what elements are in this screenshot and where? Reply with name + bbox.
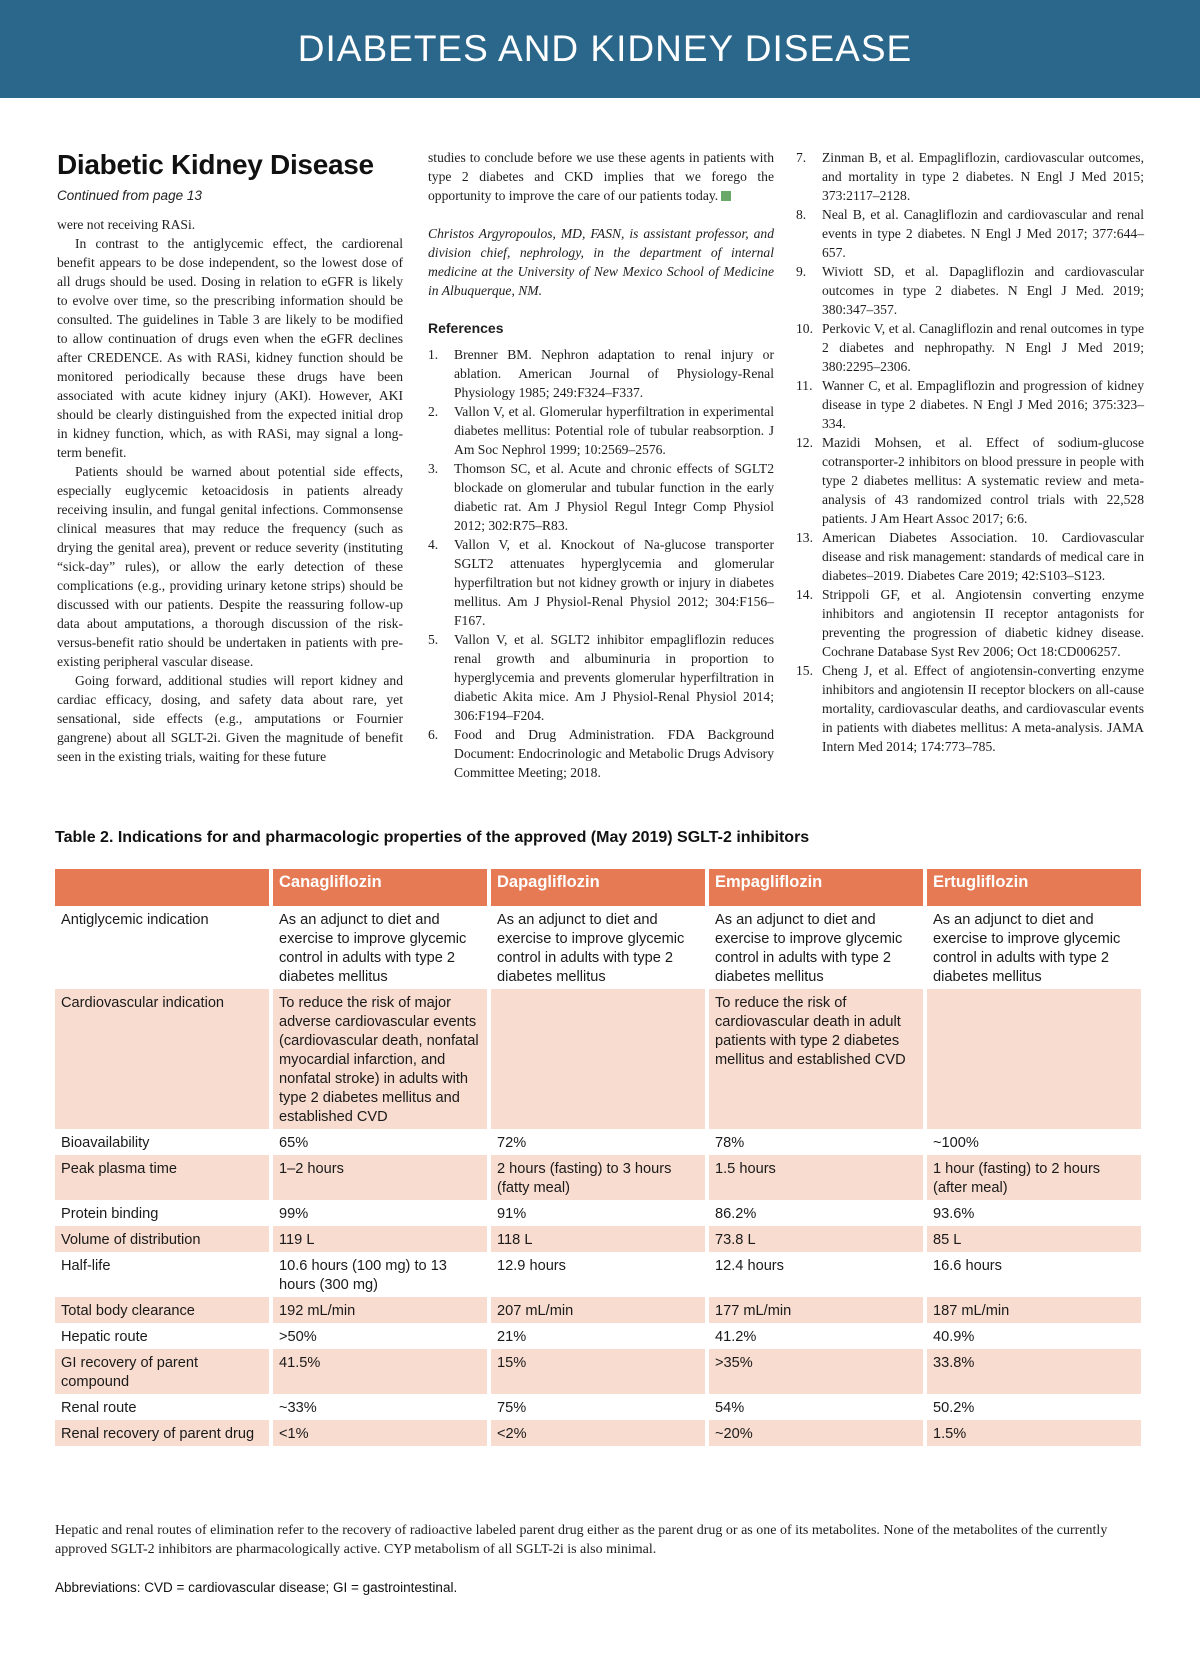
table-cell: 85 L bbox=[927, 1226, 1141, 1252]
table-header-row bbox=[55, 869, 1141, 906]
row-label-cell: GI recovery of parent compound bbox=[55, 1349, 273, 1394]
reference-item bbox=[796, 661, 1144, 756]
reference-item bbox=[428, 459, 774, 535]
table-cell: 50.2% bbox=[933, 1400, 975, 1416]
table-cell bbox=[927, 989, 1141, 1129]
reference-number: 7. bbox=[796, 150, 807, 165]
reference-number: 15. bbox=[796, 663, 813, 678]
table-cell: 192 mL/min bbox=[273, 1297, 491, 1323]
table-cell: 65% bbox=[273, 1129, 491, 1155]
table-header-cell: Canagliflozin bbox=[273, 869, 491, 906]
table-cell: 93.6% bbox=[933, 1206, 975, 1222]
reference-text: Strippoli GF, et al. Angiotensin converting enzyme inhibitors and angiotensin II receptor antagonists for preventing the progression of diabetic kidney disease. Cochrane Database Syst Rev 2006; Oct 18:CD006257. bbox=[822, 587, 1144, 659]
reference-number: 4. bbox=[428, 537, 439, 552]
reference-item bbox=[796, 148, 1144, 205]
table-row bbox=[55, 1200, 1141, 1226]
reference-text: Wanner C, et al. Empagliflozin and progression of kidney disease in type 2 diabetes. N Engl J Med 2016; 375:323–334. bbox=[822, 378, 1144, 431]
reference-text: Mazidi Mohsen, et al. Effect of sodium-glucose cotransporter-2 inhibitors on blood pressure in people with type 2 diabetes mellitus: A systematic review and meta-analysis of 43 randomized control trials with 22,528 patients. J Am Heart Assoc 2017; 6:6. bbox=[822, 435, 1144, 526]
table-cell: 41.5% bbox=[273, 1349, 491, 1394]
reference-text: Brenner BM. Nephron adaptation to renal injury or ablation. American Journal of Physiology-Renal Physiology 1985; 249:F324–F337. bbox=[454, 347, 774, 400]
reference-number: 14. bbox=[796, 587, 813, 602]
reference-number: 8. bbox=[796, 207, 807, 222]
table-cell: 78% bbox=[709, 1129, 927, 1155]
abbreviations-note: Abbreviations: CVD = cardiovascular disease; GI = gastrointestinal. bbox=[55, 1580, 458, 1595]
table-cell: ~100% bbox=[933, 1135, 979, 1151]
table-row bbox=[55, 1349, 1141, 1394]
section-banner bbox=[0, 0, 1200, 98]
table-header-cell: Ertugliflozin bbox=[927, 869, 1141, 906]
table-cell: 1 hour (fasting) to 2 hours (after meal) bbox=[927, 1155, 1141, 1200]
table-header-cell: Dapagliflozin bbox=[491, 869, 709, 906]
table-header-cell bbox=[55, 869, 273, 906]
row-label-cell: Peak plasma time bbox=[55, 1155, 273, 1200]
sglt2-properties-table bbox=[55, 869, 1141, 1446]
end-of-article-mark bbox=[721, 191, 731, 201]
row-label-cell: Bioavailability bbox=[55, 1129, 273, 1155]
table-cell: ~20% bbox=[709, 1420, 927, 1446]
table-row bbox=[55, 906, 1141, 989]
row-label-cell: Half-life bbox=[55, 1252, 273, 1297]
body-paragraph bbox=[428, 148, 774, 205]
table-cell: 1.5 hours bbox=[709, 1155, 927, 1200]
reference-text: Thomson SC, et al. Acute and chronic effects of SGLT2 blockade on glomerular and tubular function in the early diabetic rat. Am J Physiol Regul Integr Comp Physiol 2012; 302:R75–R83. bbox=[454, 461, 774, 533]
body-paragraph: Patients should be warned about potential side effects, especially euglycemic ketoacidosis in patients already receiving insulin, and fungal genital infections. Commonsense clinical measures that may reduce the frequency (such as drying the genital area), prevent or reduce severity (instituting “sick-day” rules), or allow the early detection of these complications (e.g., providing urinary ketone strips) should be discussed with our patients. Despite the reassuring follow-up data about amputations, a thorough discussion of the risk-versus-benefit ratio should be undertaken in patients with pre-existing peripheral vascular disease. bbox=[57, 464, 403, 669]
article-title: Diabetic Kidney Disease bbox=[57, 149, 374, 180]
table-cell: 119 L bbox=[273, 1226, 491, 1252]
table-row bbox=[55, 1297, 1141, 1323]
table-cell: 1–2 hours bbox=[273, 1155, 491, 1200]
reference-number: 1. bbox=[428, 347, 439, 362]
row-label-cell: Protein binding bbox=[55, 1200, 273, 1226]
table-cell: <1% bbox=[273, 1420, 491, 1446]
table-cell: 187 mL/min bbox=[927, 1297, 1141, 1323]
table-row bbox=[55, 1394, 1141, 1420]
table-cell: 73.8 L bbox=[709, 1226, 927, 1252]
table-row bbox=[55, 1323, 1141, 1349]
closing-text: studies to conclude before we use these agents in patients with type 2 diabetes and CKD implies that we forego the opportunity to improve the care of our patients today. bbox=[428, 150, 774, 203]
table-cell: 33.8% bbox=[927, 1349, 1141, 1394]
table-row bbox=[55, 1252, 1141, 1297]
table-cell: As an adjunct to diet and exercise to improve glycemic control in adults with type 2 diabetes mellitus bbox=[273, 906, 491, 989]
reference-number: 11. bbox=[796, 378, 813, 393]
reference-list bbox=[428, 345, 774, 782]
body-paragraph: In contrast to the antiglycemic effect, the cardiorenal benefit appears to be dose independent, so the lowest dose of all drugs should be used. Dosing in relation to eGFR is likely to evolve over time, so the prescribing information should be consulted. The guidelines in Table 3 are likely to be modified to allow continuation of drugs even when the eGFR declines after CREDENCE. As with RASi, kidney function should be monitored periodically because these drugs have been associated with acute kidney injury (AKI). However, AKI should be clearly distinguished from the expected initial drop in kidney function, which, as with RASi, may signal a long-term benefit. bbox=[57, 236, 403, 460]
reference-number: 13. bbox=[796, 530, 813, 545]
reference-item bbox=[428, 535, 774, 630]
table-row bbox=[55, 1155, 1141, 1200]
reference-number: 3. bbox=[428, 461, 439, 476]
reference-text: Neal B, et al. Canagliflozin and cardiovascular and renal events in type 2 diabetes. N Engl J Med 2017; 377:644–657. bbox=[822, 207, 1144, 260]
reference-text: Wiviott SD, et al. Dapagliflozin and cardiovascular outcomes in type 2 diabetes. N Engl J Med. 2019; 380:347–357. bbox=[822, 264, 1144, 317]
row-label-cell: Renal route bbox=[55, 1394, 273, 1420]
table-row bbox=[55, 1129, 1141, 1155]
row-label-cell: Cardiovascular indication bbox=[55, 989, 273, 1129]
table-cell: As an adjunct to diet and exercise to improve glycemic control in adults with type 2 diabetes mellitus bbox=[491, 906, 709, 989]
references-heading: References bbox=[428, 320, 504, 336]
table-cell: 99% bbox=[273, 1200, 491, 1226]
reference-number: 6. bbox=[428, 727, 439, 742]
reference-item bbox=[796, 376, 1144, 433]
reference-item bbox=[796, 319, 1144, 376]
reference-item bbox=[428, 402, 774, 459]
table-cell: 10.6 hours (100 mg) to 13 hours (300 mg) bbox=[273, 1252, 491, 1297]
reference-item bbox=[428, 345, 774, 402]
table-row bbox=[55, 1226, 1141, 1252]
reference-item bbox=[796, 205, 1144, 262]
row-label-cell: Total body clearance bbox=[55, 1297, 273, 1323]
article-column-1 bbox=[57, 148, 403, 766]
reference-item bbox=[796, 433, 1144, 528]
reference-item bbox=[428, 725, 774, 782]
table-cell: 177 mL/min bbox=[709, 1297, 927, 1323]
row-label-cell: Volume of distribution bbox=[55, 1226, 273, 1252]
table-row bbox=[55, 989, 1141, 1129]
author-bio: Christos Argyropoulos, MD, FASN, is assistant professor, and division chief, nephrology, in the department of internal medicine at the University of New Mexico School of Medicine in Albuquerque, NM. bbox=[428, 226, 774, 298]
table-cell: 118 L bbox=[491, 1226, 709, 1252]
reference-text: Food and Drug Administration. FDA Background Document: Endocrinologic and Metabolic Drugs Advisory Committee Meeting; 2018. bbox=[454, 727, 774, 780]
table-cell: 16.6 hours bbox=[933, 1258, 1002, 1274]
reference-item bbox=[796, 528, 1144, 585]
reference-text: American Diabetes Association. 10. Cardiovascular disease and risk management: standards of medical care in diabetes–2019. Diabetes Care 2019; 42:S103–S123. bbox=[822, 530, 1144, 583]
table-cell: 72% bbox=[491, 1129, 709, 1155]
table-cell: 91% bbox=[491, 1200, 709, 1226]
table-cell bbox=[491, 989, 709, 1129]
table-cell: 12.4 hours bbox=[709, 1252, 927, 1297]
reference-item bbox=[428, 630, 774, 725]
reference-text: Perkovic V, et al. Canagliflozin and renal outcomes in type 2 diabetes and nephropathy. N Engl J Med 2019; 380:2295–2306. bbox=[822, 321, 1144, 374]
reference-number: 12. bbox=[796, 435, 813, 450]
table-row bbox=[55, 1420, 1141, 1446]
table-header-cell: Empagliflozin bbox=[709, 869, 927, 906]
body-paragraph: Going forward, additional studies will report kidney and cardiac efficacy, dosing, and safety data about rare, yet sensational, side effects (e.g., amputations or Fournier gangrene) about all SGLT-2i. Given the magnitude of benefit seen in the existing trials, waiting for these future bbox=[57, 673, 403, 764]
table-cell: 1.5% bbox=[927, 1420, 1141, 1446]
row-label-cell: Hepatic route bbox=[55, 1323, 273, 1349]
table-cell: 75% bbox=[491, 1394, 709, 1420]
section-title: DIABETES AND KIDNEY DISEASE bbox=[297, 28, 913, 69]
continued-note: Continued from page 13 bbox=[57, 188, 202, 203]
reference-text: Zinman B, et al. Empagliflozin, cardiovascular outcomes, and mortality in type 2 diabetes. N Engl J Med 2015; 373:2117–2128. bbox=[822, 150, 1144, 203]
table-cell: 15% bbox=[491, 1349, 709, 1394]
body-paragraph: were not receiving RASi. bbox=[57, 217, 196, 232]
table-cell: To reduce the risk of cardiovascular death in adult patients with type 2 diabetes mellitus and established CVD bbox=[709, 989, 927, 1129]
reference-list bbox=[796, 148, 1144, 756]
table-cell: 86.2% bbox=[709, 1200, 927, 1226]
reference-item bbox=[796, 262, 1144, 319]
table-cell: ~33% bbox=[273, 1394, 491, 1420]
row-label-cell: Renal recovery of parent drug bbox=[55, 1420, 273, 1446]
reference-text: Vallon V, et al. SGLT2 inhibitor empagliflozin reduces renal growth and albuminuria in proportion to hyperglycemia and prevents glomerular hyperfiltration in diabetic Akita mice. Am J Physiol-Renal Physiol 2014; 306:F194–F204. bbox=[454, 632, 774, 723]
reference-number: 9. bbox=[796, 264, 807, 279]
table-cell: As an adjunct to diet and exercise to improve glycemic control in adults with type 2 diabetes mellitus bbox=[933, 912, 1121, 985]
table-cell: >50% bbox=[273, 1323, 491, 1349]
table-cell: 40.9% bbox=[933, 1329, 975, 1345]
table-cell: 207 mL/min bbox=[491, 1297, 709, 1323]
row-label-cell: Antiglycemic indication bbox=[55, 906, 273, 989]
table-footnote: Hepatic and renal routes of elimination refer to the recovery of radioactive labeled parent drug either as the parent drug or as one of its metabolites. None of the metabolites of the currently approved SGLT-2 inhibitors are pharmacologically active. CYP metabolism of all SGLT-2i is also minimal. bbox=[55, 1523, 1108, 1557]
reference-item bbox=[796, 585, 1144, 661]
table-cell: 2 hours (fasting) to 3 hours (fatty meal) bbox=[491, 1155, 709, 1200]
article-column-3 bbox=[796, 148, 1144, 756]
table-cell: 12.9 hours bbox=[491, 1252, 709, 1297]
table-cell: 41.2% bbox=[709, 1323, 927, 1349]
reference-text: Vallon V, et al. Knockout of Na-glucose transporter SGLT2 attenuates hyperglycemia and glomerular hyperfiltration but not kidney growth or injury in diabetes mellitus. Am J Physiol-Renal Physiol 2012; 304:F156–F167. bbox=[454, 537, 774, 628]
table-cell: >35% bbox=[709, 1349, 927, 1394]
table-caption: Table 2. Indications for and pharmacologic properties of the approved (May 2019) SGLT-2 inhibitors bbox=[55, 829, 810, 846]
table-cell: As an adjunct to diet and exercise to improve glycemic control in adults with type 2 diabetes mellitus bbox=[709, 906, 927, 989]
article-column-2 bbox=[428, 148, 774, 782]
table-body bbox=[55, 906, 1141, 1446]
reference-number: 10. bbox=[796, 321, 813, 336]
reference-text: Vallon V, et al. Glomerular hyperfiltration in experimental diabetes mellitus: Potential role of tubular reabsorption. J Am Soc Nephrol 1999; 10:2569–2576. bbox=[454, 404, 774, 457]
table-cell: 21% bbox=[491, 1323, 709, 1349]
reference-number: 5. bbox=[428, 632, 439, 647]
reference-number: 2. bbox=[428, 404, 439, 419]
table-cell: To reduce the risk of major adverse cardiovascular events (cardiovascular death, nonfatal myocardial infarction, and nonfatal stroke) in adults with type 2 diabetes mellitus and established CVD bbox=[273, 989, 491, 1129]
table-cell: 54% bbox=[709, 1394, 927, 1420]
reference-text: Cheng J, et al. Effect of angiotensin-converting enzyme inhibitors and angiotensin II receptor blockers on all-cause mortality, cardiovascular deaths, and cardiovascular events in patients with diabetes mellitus: A meta-analysis. JAMA Intern Med 2014; 174:773–785. bbox=[822, 663, 1144, 754]
table-cell: <2% bbox=[491, 1420, 709, 1446]
